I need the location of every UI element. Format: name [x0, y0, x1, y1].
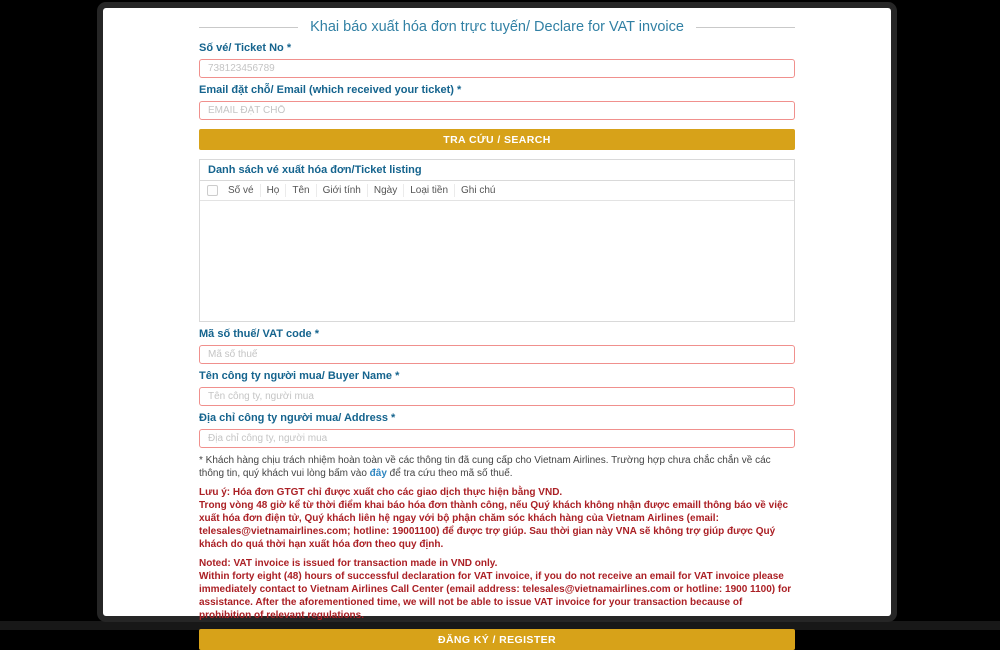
email-input[interactable] [199, 101, 795, 120]
column-header-currency: Loại tiền [404, 184, 455, 197]
column-header-date: Ngày [368, 184, 404, 197]
vat-code-input[interactable] [199, 345, 795, 364]
note-english [199, 557, 795, 622]
note-vietnamese [199, 486, 795, 551]
ticket-listing-panel [199, 159, 795, 322]
column-header-first-name: Tên [286, 184, 316, 197]
browser-screen [97, 2, 897, 646]
vat-code-label: Mã số thuế/ VAT code * [199, 328, 319, 340]
note-vietnamese-line1: Lưu ý: Hóa đơn GTGT chỉ được xuất cho các giao dịch thực hiện bằng VND. [199, 487, 563, 498]
tax-lookup-link[interactable]: đây [369, 468, 387, 479]
disclaimer-after-link: để tra cứu theo mã số thuế. [386, 468, 513, 479]
disclaimer-before-link: * Khách hàng chịu trách nhiệm hoàn toàn về các thông tin đã cung cấp cho Vietnam Airlines. Trường hợp chưa chắc chắn về các thông tin, quý khách vui lòng bấm vào [199, 455, 771, 479]
note-vietnamese-body: Trong vòng 48 giờ kể từ thời điểm khai báo hóa đơn thành công, nếu Quý khách không nhận được emaill thông báo về việc xuất hóa đơn điện tử, Quý khách liên hệ ngay với bộ phận chăm sóc khách hàng của Vietnam Airlines (email: telesales@vietnamairlines.com; hotline: 19001100) để được trợ giúp. Sau thời gian này VNA sẽ không trợ giúp được Quý khách do quá thời hạn xuất hóa đơn theo quy định. [199, 500, 789, 550]
note-english-body: Within forty eight (48) hours of successful declaration for VAT invoice, if you do not receive an email for VAT invoice please immediately contact to Vietnam Airlines Call Center (email address: telesales@vietnamairlines.com or hotline: 1900 1100) for assistance. After the aforementioned time, we will not be able to issue VAT invoice for your transaction because of prohibition of relevant regulations. [199, 571, 792, 621]
ticket-listing-empty-body [200, 201, 794, 321]
vat-declaration-page [103, 8, 891, 650]
buyer-name-input[interactable] [199, 387, 795, 406]
column-header-remarks: Ghi chú [461, 185, 496, 196]
page-title: Khai báo xuất hóa đơn trực tuyến/ Declare for VAT invoice [310, 19, 684, 35]
ticket-listing-title: Danh sách vé xuất hóa đơn/Ticket listing [200, 160, 794, 181]
email-label: Email đặt chỗ/ Email (which received your ticket) * [199, 84, 462, 96]
buyer-name-label: Tên công ty người mua/ Buyer Name * [199, 370, 400, 382]
column-header-last-name: Họ [261, 184, 287, 197]
title-divider-left [199, 27, 298, 28]
column-header-gender: Giới tính [317, 184, 368, 197]
ticket-listing-header-row [200, 181, 794, 201]
select-all-checkbox[interactable] [207, 185, 218, 196]
page-title-row [199, 18, 795, 36]
ticket-no-input[interactable] [199, 59, 795, 78]
column-header-ticket-no: Số vé [222, 184, 261, 197]
address-label: Địa chỉ công ty người mua/ Address * [199, 412, 396, 424]
search-button[interactable]: TRA CỨU / SEARCH [199, 129, 795, 150]
disclaimer-text [199, 454, 795, 480]
note-english-line1: Noted: VAT invoice is issued for transaction made in VND only. [199, 558, 498, 569]
ticket-no-label: Số vé/ Ticket No * [199, 42, 292, 54]
title-divider-right [696, 27, 795, 28]
address-input[interactable] [199, 429, 795, 448]
register-button[interactable]: ĐĂNG KÝ / REGISTER [199, 629, 795, 650]
